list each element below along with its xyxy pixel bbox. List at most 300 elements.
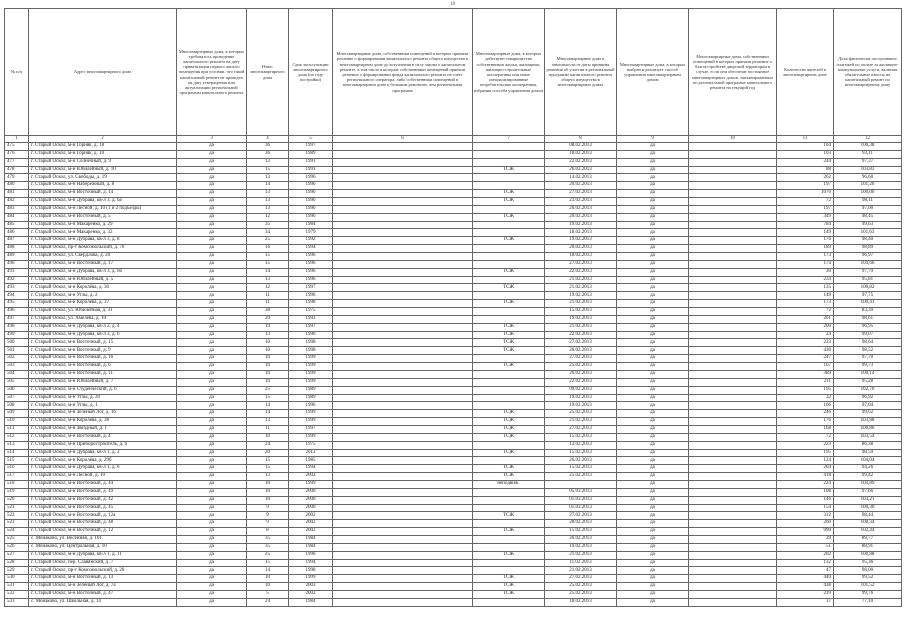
table-row <box>5 410 902 418</box>
table-cell: да <box>617 394 689 402</box>
table-row <box>5 465 902 473</box>
table-cell: да <box>177 473 247 481</box>
table-row <box>5 339 902 347</box>
table-cell: 8 <box>247 528 289 536</box>
table-cell <box>689 559 777 567</box>
table-cell <box>689 425 777 433</box>
table-cell <box>473 174 545 182</box>
table-cell: 502 <box>5 355 29 363</box>
table-cell: 1996 <box>289 331 333 339</box>
table-cell: 28.02.2013 <box>545 520 617 528</box>
column-header: Доля фактически поступивших платежей по оплате за жилищно-коммунальные услуги, включая обязательные взносы на капитальный ремонт по многоквартирному дому <box>834 9 902 136</box>
table-cell <box>689 402 777 410</box>
table-cell: 100,38 <box>834 143 902 151</box>
table-cell: ТСЖ <box>473 347 545 355</box>
table-cell: г. Старый Оскол, м-н Макаренко, д. 32 <box>29 229 177 237</box>
table-cell: ТСЖ <box>473 583 545 591</box>
table-cell <box>333 410 473 418</box>
table-cell: 518 <box>5 480 29 488</box>
table-cell: 1994 <box>289 465 333 473</box>
table-row <box>5 166 902 174</box>
table-cell: 260 <box>777 520 834 528</box>
table-cell: с. Монаково, ул. Центральная, д. 10 <box>29 543 177 551</box>
table-row <box>5 323 902 331</box>
table-cell <box>689 323 777 331</box>
table-cell: 1999 <box>289 433 333 441</box>
table-cell: 86,38 <box>834 441 902 449</box>
table-cell <box>689 433 777 441</box>
table-cell: 10 <box>247 480 289 488</box>
table-cell: 95,28 <box>834 378 902 386</box>
table-cell: 1998 <box>289 339 333 347</box>
table-cell: да <box>177 292 247 300</box>
table-cell: г. Старый Оскол, м-н Восточный, д. 45 <box>29 504 177 512</box>
table-cell: 418 <box>777 473 834 481</box>
table-cell: 103 <box>777 150 834 158</box>
table-cell: 19.02.2013 <box>545 292 617 300</box>
table-cell: 15 <box>247 166 289 174</box>
table-cell: 2002 <box>289 590 333 598</box>
table-cell: 20.02.2013 <box>545 213 617 221</box>
table-cell: 25 <box>247 237 289 245</box>
table-cell: 224 <box>777 480 834 488</box>
table-cell <box>689 245 777 253</box>
table-cell: ТСЖ <box>473 198 545 206</box>
table-cell <box>333 402 473 410</box>
table-cell: да <box>177 166 247 174</box>
table-cell <box>473 205 545 213</box>
table-cell: да <box>617 174 689 182</box>
table-cell <box>689 441 777 449</box>
table-cell: 1998 <box>289 347 333 355</box>
table-cell: 24 <box>247 598 289 606</box>
table-cell <box>689 347 777 355</box>
table-cell: ТСЖ <box>473 418 545 426</box>
table-cell: 246 <box>777 410 834 418</box>
table-cell: 1999 <box>289 418 333 426</box>
table-cell: 154 <box>777 504 834 512</box>
table-cell: да <box>617 386 689 394</box>
table-cell: 102,70 <box>834 386 902 394</box>
table-cell: да <box>617 559 689 567</box>
table-cell: 98,89 <box>834 245 902 253</box>
table-cell: 1975 <box>289 308 333 316</box>
table-cell: 204 <box>777 465 834 473</box>
table-cell: 98,45 <box>834 213 902 221</box>
table-cell: да <box>177 213 247 221</box>
table-cell: 166 <box>777 402 834 410</box>
table-cell: 51 <box>777 543 834 551</box>
table-row <box>5 229 902 237</box>
table-cell: 15.02.2013 <box>545 528 617 536</box>
table-cell: г. Старый Оскол, м-н Восточный, д. 4 <box>29 433 177 441</box>
table-cell: 513 <box>5 441 29 449</box>
table-cell: да <box>177 496 247 504</box>
table-cell: 2012 <box>289 449 333 457</box>
table-cell <box>689 237 777 245</box>
table-cell: 103,83 <box>834 166 902 174</box>
table-cell: да <box>177 418 247 426</box>
table-cell: 19 <box>247 323 289 331</box>
table-cell: 526 <box>5 543 29 551</box>
table-cell: 100,82 <box>834 284 902 292</box>
table-cell: ТСЖ <box>473 331 545 339</box>
table-cell: 24 <box>247 441 289 449</box>
table-cell: 24 <box>777 331 834 339</box>
table-cell <box>689 551 777 559</box>
table-cell: 1984 <box>289 543 333 551</box>
table-cell: 527 <box>5 551 29 559</box>
table-cell: 481 <box>5 190 29 198</box>
table-cell: ТСЖ <box>473 339 545 347</box>
table-cell: 13 <box>247 198 289 206</box>
table-cell: да <box>177 229 247 237</box>
table-cell: 176 <box>777 237 834 245</box>
table-cell: 83,39 <box>834 308 902 316</box>
table-row <box>5 528 902 536</box>
table-cell: 11.02.2013 <box>545 559 617 567</box>
table-cell: 135 <box>777 284 834 292</box>
table-cell: 1979 <box>289 229 333 237</box>
table-cell <box>333 205 473 213</box>
table-cell: да <box>617 504 689 512</box>
table-cell: 1997 <box>289 143 333 151</box>
column-header: Адрес многоквартирного дома <box>29 9 177 136</box>
table-cell <box>473 441 545 449</box>
table-cell <box>333 543 473 551</box>
table-cell: 99,62 <box>834 410 902 418</box>
table-cell: да <box>617 457 689 465</box>
table-cell <box>333 268 473 276</box>
table-cell: 23.02.2013 <box>545 198 617 206</box>
table-cell: да <box>617 496 689 504</box>
table-cell: г. Старый Оскол, м-н Королёва, д. 29б <box>29 457 177 465</box>
table-cell <box>333 363 473 371</box>
table-cell: 490 <box>5 260 29 268</box>
table-cell: 10 <box>247 488 289 496</box>
table-cell: 195 <box>777 449 834 457</box>
table-cell <box>333 347 473 355</box>
table-cell: 25.02.2013 <box>545 583 617 591</box>
table-cell: да <box>617 213 689 221</box>
table-cell: да <box>177 237 247 245</box>
table-cell: да <box>617 441 689 449</box>
table-cell: г. Старый Оскол, м-н Дубрава, кв-л 1, д. 2 <box>29 449 177 457</box>
table-row <box>5 598 902 606</box>
table-cell: 21.02.2013 <box>545 284 617 292</box>
table-cell: ТСЖ <box>473 166 545 174</box>
table-cell <box>689 394 777 402</box>
table-cell <box>333 370 473 378</box>
table-cell: 99,76 <box>834 590 902 598</box>
table-cell: да <box>617 370 689 378</box>
table-cell <box>333 182 473 190</box>
table-cell: 522 <box>5 512 29 520</box>
table-cell: 98,61 <box>834 315 902 323</box>
table-row <box>5 504 902 512</box>
table-cell: 15 <box>247 457 289 465</box>
table-cell: да <box>617 339 689 347</box>
table-row <box>5 559 902 567</box>
table-cell <box>333 323 473 331</box>
table-cell: 18.02.2013 <box>545 598 617 606</box>
table-cell <box>689 315 777 323</box>
table-cell: 98,64 <box>834 339 902 347</box>
table-row <box>5 150 902 158</box>
table-cell <box>333 315 473 323</box>
table-cell: 1996 <box>289 292 333 300</box>
table-cell: 244 <box>777 158 834 166</box>
table-cell: 484 <box>5 213 29 221</box>
table-cell: 1996 <box>289 260 333 268</box>
table-cell: 36 <box>247 143 289 151</box>
table-cell: да <box>617 583 689 591</box>
table-cell: 1998 <box>289 567 333 575</box>
table-cell: да <box>617 543 689 551</box>
column-header: Многоквартирные дома, собственники помещений в которых приняли решение о благоустройстве дворовой территории в случае, если они обеспечат постоянное многоквартирных домов, запланированных по региональной программе капитального ремонта на текущий год <box>689 9 777 136</box>
table-cell: да <box>177 449 247 457</box>
table-cell: неподвиж. <box>473 480 545 488</box>
table-row <box>5 245 902 253</box>
table-cell: 10 <box>247 370 289 378</box>
table-cell: ТСЖ <box>473 551 545 559</box>
table-row <box>5 378 902 386</box>
table-row <box>5 520 902 528</box>
table-cell: 132 <box>777 559 834 567</box>
table-cell: ТСЖ <box>473 528 545 536</box>
table-cell: да <box>177 315 247 323</box>
table-cell: ТСЖ <box>473 268 545 276</box>
table-cell: ТСЖ <box>473 363 545 371</box>
table-cell: 486 <box>5 229 29 237</box>
table-cell: 97,79 <box>834 268 902 276</box>
table-row <box>5 473 902 481</box>
table-cell: 503 <box>5 363 29 371</box>
table-cell: 506 <box>5 386 29 394</box>
table-cell: 508 <box>5 402 29 410</box>
table-cell: да <box>617 551 689 559</box>
table-cell: 99,52 <box>834 575 902 583</box>
table-cell: г. Старый Оскол, м-н Королёва, д. 38 <box>29 418 177 426</box>
table-cell: 26.02.2013 <box>545 166 617 174</box>
table-cell: 438 <box>777 583 834 591</box>
table-cell <box>473 457 545 465</box>
table-cell: ТСЖ <box>473 284 545 292</box>
table-cell: 10 <box>247 583 289 591</box>
table-cell: да <box>617 158 689 166</box>
table-row <box>5 276 902 284</box>
table-cell: 20 <box>247 315 289 323</box>
table-cell: 22.02.2013 <box>545 378 617 386</box>
table-cell: 1989 <box>289 386 333 394</box>
table-cell: да <box>617 512 689 520</box>
table-cell <box>473 245 545 253</box>
table-cell: 14 <box>247 410 289 418</box>
column-number: 10 <box>689 136 777 143</box>
table-row <box>5 512 902 520</box>
table-row <box>5 213 902 221</box>
table-cell <box>689 331 777 339</box>
table-cell: да <box>617 229 689 237</box>
table-cell: ТСЖ <box>473 590 545 598</box>
table-cell: 18.02.2013 <box>545 253 617 261</box>
table-cell: 10 <box>247 363 289 371</box>
table-cell <box>473 496 545 504</box>
table-cell <box>689 190 777 198</box>
table-row <box>5 575 902 583</box>
table-row <box>5 182 902 190</box>
table-cell: да <box>177 433 247 441</box>
table-cell: г. Старый Оскол, м-н Восточный, д. 17 <box>29 260 177 268</box>
table-cell: 98,40 <box>834 237 902 245</box>
table-cell: г. Старый Оскол, м-н Дубрава, кв-л 3, д. 6б <box>29 268 177 276</box>
table-cell <box>333 284 473 292</box>
table-cell <box>689 150 777 158</box>
table-cell: 25.02.2013 <box>545 363 617 371</box>
table-cell <box>333 488 473 496</box>
table-cell: 511 <box>5 425 29 433</box>
table-cell: 1985 <box>289 457 333 465</box>
column-number: 9 <box>617 136 689 143</box>
table-row <box>5 488 902 496</box>
table-cell: да <box>617 260 689 268</box>
table-cell <box>473 386 545 394</box>
table-cell: 14.02.2013 <box>545 174 617 182</box>
table-cell <box>333 598 473 606</box>
table-cell: 1989 <box>289 150 333 158</box>
table-row <box>5 567 902 575</box>
table-cell: да <box>177 245 247 253</box>
column-header: Срок эксплуатации многоквартирного дома (по году постройки) <box>289 9 333 136</box>
table-cell <box>689 480 777 488</box>
table-cell: 101,20 <box>834 182 902 190</box>
table-cell: 312 <box>777 512 834 520</box>
table-cell: 523 <box>5 520 29 528</box>
table-cell <box>333 457 473 465</box>
table-cell: да <box>177 512 247 520</box>
table-cell <box>473 535 545 543</box>
table-cell: да <box>177 583 247 591</box>
table-cell: да <box>177 221 247 229</box>
table-cell: да <box>617 284 689 292</box>
table-cell: ТСЖ <box>473 433 545 441</box>
table-cell <box>473 143 545 151</box>
table-cell: да <box>177 150 247 158</box>
table-cell: ТСЖ <box>473 410 545 418</box>
table-row <box>5 583 902 591</box>
table-cell <box>689 260 777 268</box>
table-cell: 26.02.2013 <box>545 205 617 213</box>
table-cell: да <box>177 339 247 347</box>
table-cell: 98,44 <box>834 512 902 520</box>
table-cell: да <box>177 551 247 559</box>
table-cell: 476 <box>5 150 29 158</box>
table-cell <box>333 308 473 316</box>
table-cell: да <box>177 284 247 292</box>
table-cell: 533 <box>5 598 29 606</box>
table-cell: 493 <box>5 284 29 292</box>
table-cell: 487 <box>5 237 29 245</box>
table-cell <box>689 567 777 575</box>
table-cell: 12 <box>247 213 289 221</box>
table-cell <box>473 559 545 567</box>
table-cell: г. Старый Оскол, м-н Восточный, д. 15 <box>29 339 177 347</box>
table-cell: 1998 <box>289 300 333 308</box>
table-row <box>5 300 902 308</box>
table-cell: 1070 <box>777 190 834 198</box>
table-cell: 1997 <box>289 323 333 331</box>
table-cell: г. Старый Оскол, ул. Хмелёва, д. 10 <box>29 315 177 323</box>
table-cell: 10 <box>247 347 289 355</box>
table-cell: 36 <box>247 150 289 158</box>
table-cell: 489 <box>5 253 29 261</box>
table-cell: 990 <box>777 528 834 536</box>
table-cell <box>333 150 473 158</box>
table-cell <box>333 221 473 229</box>
table-cell: 482 <box>5 198 29 206</box>
table-cell <box>333 190 473 198</box>
table-cell: 27.02.2013 <box>545 339 617 347</box>
table-cell: 15 <box>247 394 289 402</box>
table-cell: 25 <box>247 386 289 394</box>
table-cell: 173 <box>777 300 834 308</box>
table-cell: 10 <box>247 433 289 441</box>
table-cell: 99,63 <box>834 221 902 229</box>
table-cell: 1994 <box>289 559 333 567</box>
table-cell: да <box>177 190 247 198</box>
table-row <box>5 370 902 378</box>
table-row <box>5 425 902 433</box>
column-number: 2 <box>29 136 177 143</box>
table-cell: 15 <box>247 260 289 268</box>
table-cell: 477 <box>5 158 29 166</box>
table-cell: 30 <box>777 268 834 276</box>
table-cell: 519 <box>5 488 29 496</box>
table-cell: 176 <box>777 418 834 426</box>
table-cell: 100,14 <box>834 370 902 378</box>
table-cell: 95,36 <box>834 559 902 567</box>
table-cell: 25.02.2013 <box>545 410 617 418</box>
table-cell: 1975 <box>289 441 333 449</box>
table-cell: 94,26 <box>834 465 902 473</box>
table-row <box>5 402 902 410</box>
table-cell: 10 <box>247 355 289 363</box>
table-cell: да <box>177 378 247 386</box>
table-cell: да <box>617 488 689 496</box>
table-cell: да <box>617 143 689 151</box>
table-cell: 101,63 <box>834 229 902 237</box>
table-cell <box>689 418 777 426</box>
table-cell: 5 <box>247 590 289 598</box>
table-cell <box>333 378 473 386</box>
table-cell: г. Старый Оскол, м-н Дубрава, кв-л 1, д. 11 <box>29 551 177 559</box>
table-cell: 494 <box>5 292 29 300</box>
table-cell: 1996 <box>289 198 333 206</box>
table-cell <box>473 276 545 284</box>
table-cell: 505 <box>5 378 29 386</box>
table-cell: г. Старый Оскол, м-н Зелёный Лог, д. 7а <box>29 583 177 591</box>
table-cell <box>689 158 777 166</box>
table-row <box>5 441 902 449</box>
table-cell <box>333 465 473 473</box>
table-cell: г. Старый Оскол, м-н Восточный, д. 47 <box>29 590 177 598</box>
table-cell: 530 <box>5 575 29 583</box>
table-cell: 167 <box>777 363 834 371</box>
table-cell: 19.02.2013 <box>545 402 617 410</box>
table-cell: 13.02.2013 <box>545 441 617 449</box>
table-cell <box>689 213 777 221</box>
table-cell: 14 <box>247 567 289 575</box>
